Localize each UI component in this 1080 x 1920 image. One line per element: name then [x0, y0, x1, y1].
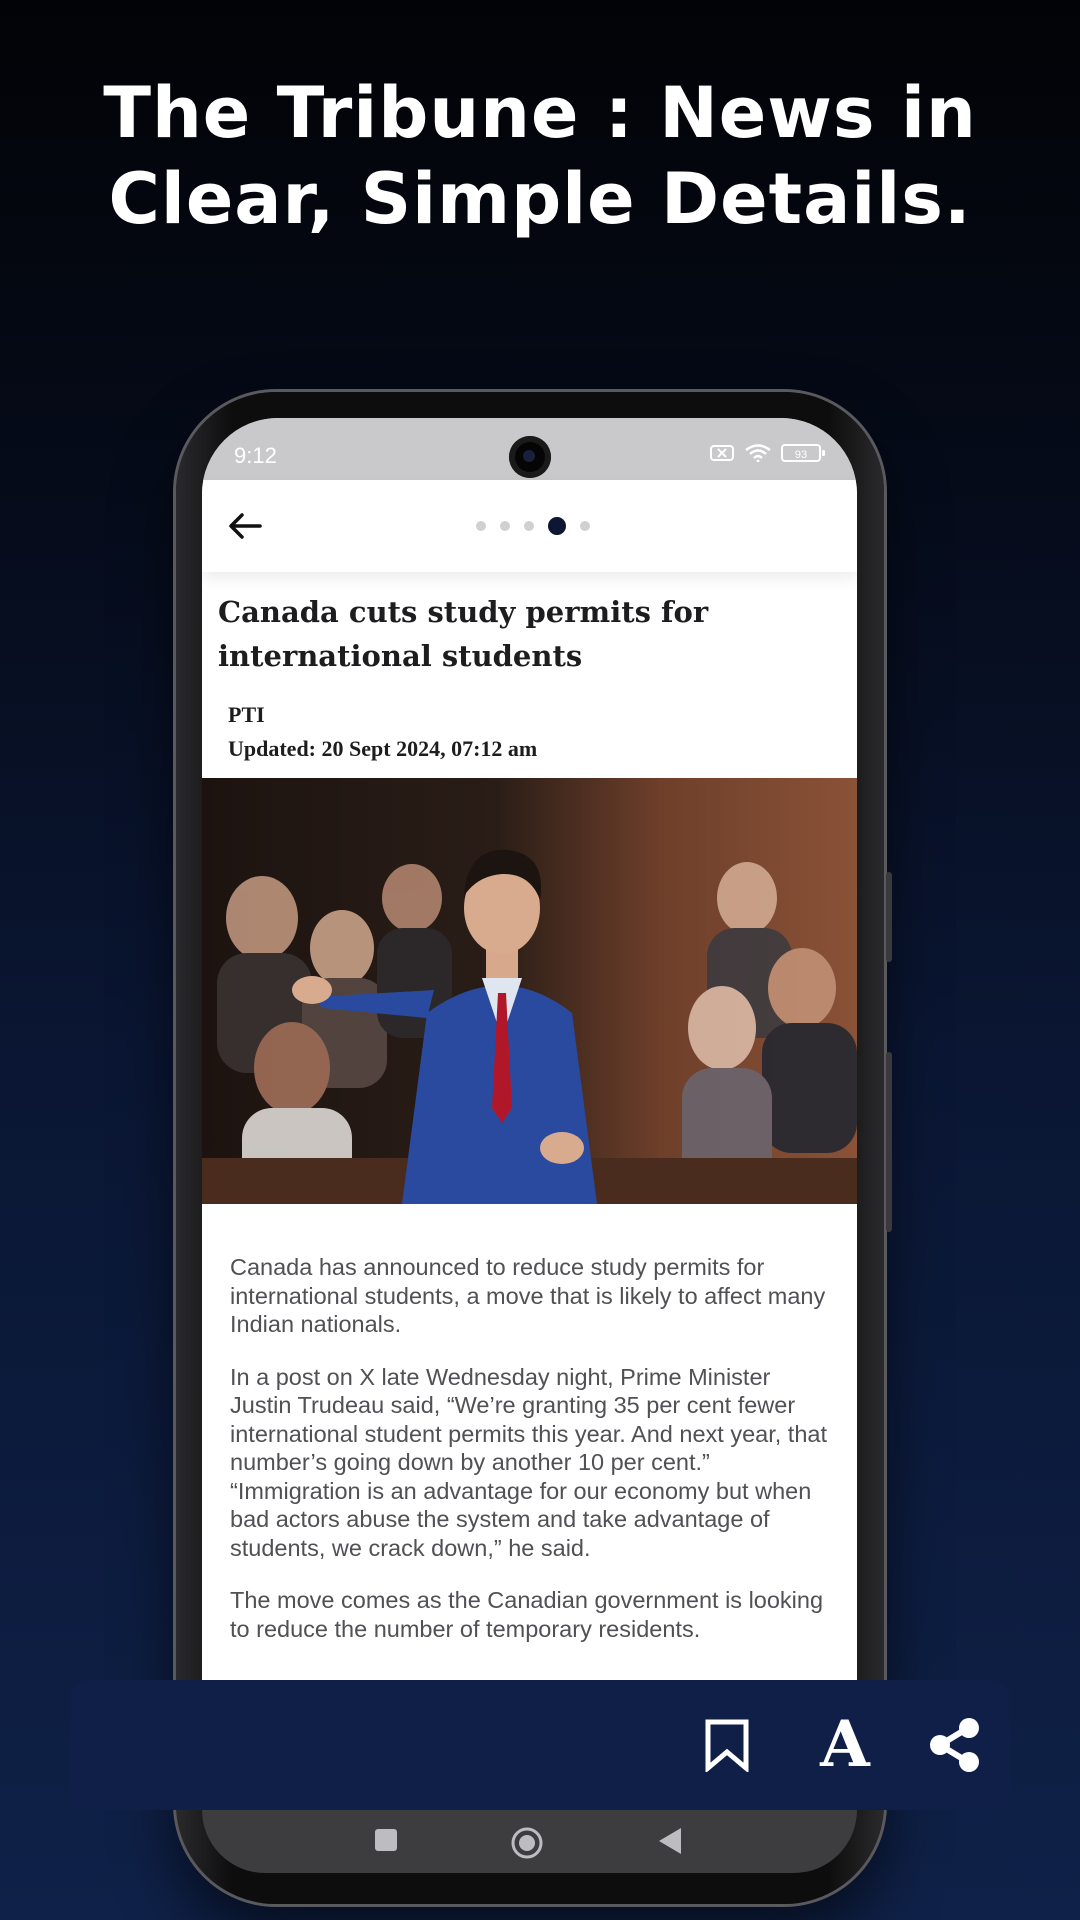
- pager-dot[interactable]: [524, 521, 534, 531]
- article-paragraph: In a post on X late Wednesday night, Prime Minister Justin Trudeau said, “We’re granting 35 per cent fewer international student permits this year. And next year, that number’s going down by another 10 per cent.” “Immigration is an advantage for our economy but when bad actors abuse the system and take advantage of students, we crack down,” he said.: [230, 1363, 827, 1561]
- phone-screen: [202, 418, 857, 1873]
- status-time: 9:12: [234, 443, 277, 468]
- app-header: [202, 480, 857, 572]
- promo-title-line2: Clear, Simple Details.: [108, 158, 972, 240]
- article-title: Canada cuts study permits for international students: [218, 595, 709, 673]
- home-icon[interactable]: [510, 1826, 544, 1860]
- article-image[interactable]: [202, 778, 857, 1204]
- front-camera: [509, 436, 551, 478]
- wifi-icon: [745, 444, 771, 462]
- article-paragraph: The move comes as the Canadian government is looking to reduce the number of temporary residents.: [230, 1587, 824, 1642]
- article-pager: [476, 517, 590, 535]
- no-sim-icon: [709, 444, 735, 462]
- pager-dot-active[interactable]: [548, 517, 566, 535]
- volume-button: [886, 872, 892, 962]
- status-bar: [202, 418, 857, 480]
- byline: [228, 698, 537, 766]
- share-icon[interactable]: [928, 1718, 982, 1772]
- bookmark-icon[interactable]: [700, 1718, 754, 1772]
- article-image-illustration: [202, 778, 857, 1204]
- power-button: [886, 1052, 892, 1232]
- battery-icon: 93: [781, 444, 821, 462]
- pager-dot[interactable]: [580, 521, 590, 531]
- promo-title-line1: The Tribune : News in: [103, 72, 977, 154]
- article-author: PTI: [228, 702, 265, 727]
- article-body: [230, 1253, 830, 1667]
- article-action-bar: [70, 1680, 1010, 1810]
- recents-icon[interactable]: [372, 1826, 400, 1854]
- navigation-bar: [202, 1810, 857, 1873]
- arrow-left-icon[interactable]: [226, 510, 266, 542]
- article-updated: Updated: 20 Sept 2024, 07:12 am: [228, 736, 538, 761]
- pager-dot[interactable]: [500, 521, 510, 531]
- pager-dot[interactable]: [476, 521, 486, 531]
- promo-title: [0, 70, 1080, 242]
- font-size-icon[interactable]: A: [820, 1707, 870, 1782]
- article-paragraph: Canada has announced to reduce study permits for international students, a move that is likely to affect many Indian nationals.: [230, 1254, 826, 1337]
- back-nav-icon[interactable]: [657, 1826, 683, 1856]
